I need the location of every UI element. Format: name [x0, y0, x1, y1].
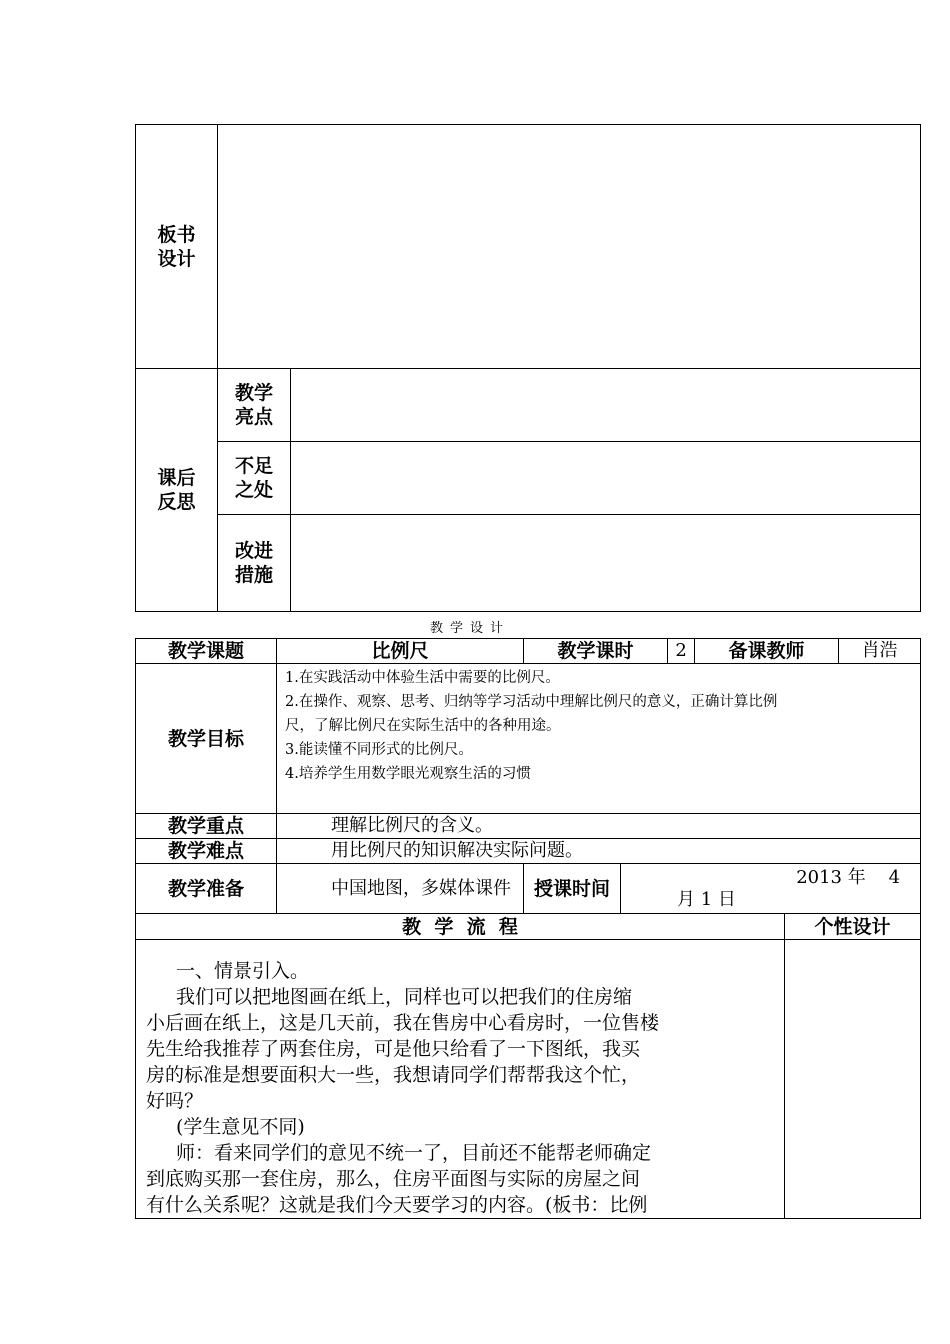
flow-line: 小后画在纸上，这是几天前，我在售房中心看房时，一位售楼: [146, 1012, 660, 1034]
objectives-list: [277, 664, 921, 814]
teacher-label: 备课教师: [695, 639, 839, 664]
improvement-label: 改进 措施: [218, 515, 291, 612]
board-design-label: 板书 设计: [136, 125, 218, 369]
highlight-content: [291, 369, 921, 442]
flow-line: 师：看来同学们的意见不统一了，目前还不能帮老师确定: [176, 1142, 652, 1164]
key-point-value: 理解比例尺的含义。: [277, 814, 921, 839]
improvement-content: [291, 515, 921, 612]
objective-item: 1.在实践活动中体验生活中需要的比例尺。: [285, 670, 560, 686]
flow-line: (学生意见不同): [176, 1116, 305, 1138]
hours-value: 2: [668, 639, 695, 664]
highlight-label: 教学 亮点: [218, 369, 291, 442]
flow-header: 教 学 流 程: [136, 914, 785, 940]
lesson-time-value: 2013 年 4 月 1 日: [621, 864, 921, 914]
reflection-label: 课后 反思: [136, 369, 218, 612]
flow-line: 到底购买那一套住房，那么，住房平面图与实际的房屋之间: [146, 1168, 641, 1190]
difficulty-value: 用比例尺的知识解决实际问题。: [277, 839, 921, 864]
key-point-label: 教学重点: [136, 814, 277, 839]
shortcoming-content: [291, 442, 921, 515]
personal-design-content: [785, 940, 921, 1219]
flow-line: 一、情景引入。: [176, 960, 310, 982]
board-reflection-table: [135, 124, 921, 612]
shortcoming-label: 不足 之处: [218, 442, 291, 515]
topic-value: 比例尺: [277, 639, 524, 664]
personal-design-header: 个性设计: [785, 914, 921, 940]
flow-line: 好吗？: [146, 1090, 204, 1112]
objective-item: 2.在操作、观察、思考、归纳等学习活动中理解比例尺的意义，正确计算比例: [285, 694, 778, 710]
difficulty-label: 教学难点: [136, 839, 277, 864]
objective-item: 4.培养学生用数学眼光观察生活的习惯: [285, 766, 531, 782]
preparation-value: 中国地图，多媒体课件: [277, 864, 524, 914]
objective-item: 尺，了解比例尺在实际生活中的各种用途。: [285, 718, 561, 734]
flow-line: 先生给我推荐了两套住房，可是他只给看了一下图纸，我买: [146, 1038, 641, 1060]
board-design-content: [218, 125, 921, 369]
topic-label: 教学课题: [136, 639, 277, 664]
flow-content: [136, 940, 785, 1219]
flow-line: 房的标准是想要面积大一些，我想请同学们帮帮我这个忙，: [146, 1064, 641, 1086]
hours-label: 教学课时: [524, 639, 668, 664]
objective-item: 3.能读懂不同形式的比例尺。: [285, 742, 473, 758]
section-caption: 教学设计: [430, 621, 511, 636]
teacher-value: 肖浩: [839, 639, 921, 664]
flow-line: 有什么关系呢？这就是我们今天要学习的内容。(板书：比例: [146, 1194, 648, 1216]
lesson-time-label: 授课时间: [524, 864, 621, 914]
teaching-design-table: [135, 638, 921, 1219]
flow-line: 我们可以把地图画在纸上，同样也可以把我们的住房缩: [176, 986, 633, 1008]
preparation-label: 教学准备: [136, 864, 277, 914]
objectives-label: 教学目标: [136, 664, 277, 814]
